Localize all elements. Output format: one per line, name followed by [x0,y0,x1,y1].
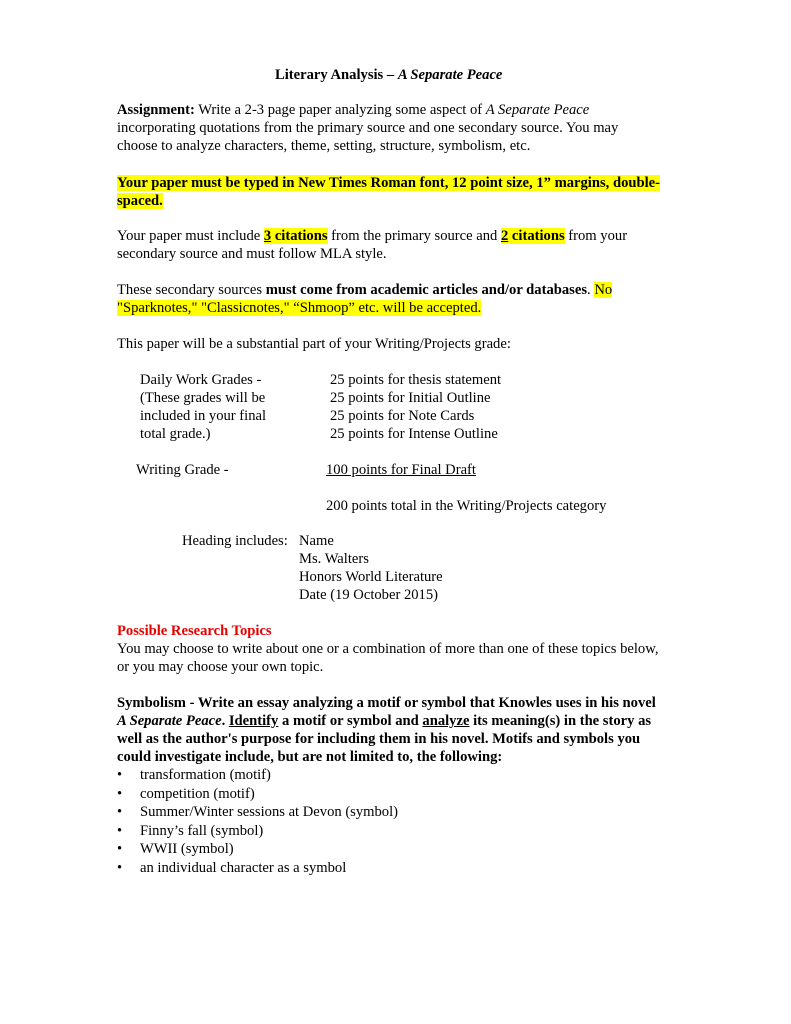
research-line-1: You may choose to write about one or a combination of more than one of these topics below, [117,641,659,657]
assignment-line-2: incorporating quotations from the primary source and one secondary source. You may [117,120,619,136]
secondary-line-1 [117,281,612,299]
symbolism-book: A Separate Peace [117,713,222,729]
list-item: • an individual character as a symbol [117,859,398,878]
heading-line-4: Date (19 October 2015) [299,587,438,603]
citations-num-2: 2 [500,228,509,244]
list-item: • Finny’s fall (symbol) [117,822,398,841]
list-item: • Summer/Winter sessions at Devon (symbol) [117,803,398,822]
symbolism-text-a: . [221,713,229,729]
symbolism-text-b: a motif or symbol and [278,713,423,729]
symbol-list [117,766,398,878]
assignment-line-3: choose to analyze characters, theme, setting, structure, symbolism, etc. [117,138,531,154]
writing-grade-value: 100 points for Final Draft [326,462,476,478]
symbolism-text-c: its meaning(s) in the story as [469,713,652,729]
heading-line-3: Honors World Literature [299,569,443,585]
grade-total: 200 points total in the Writing/Projects category [326,498,607,514]
symbolism-analyze: analyze [422,713,470,729]
daily-right-3: 25 points for Note Cards [330,408,475,424]
research-line-2: or you may choose your own topic. [117,659,324,675]
symbolism-identify: Identify [228,713,279,729]
format-text-1: Your paper must be typed in New Times Roman font, 12 point size, 1” margins, double- [117,175,660,191]
symbolism-line-2 [117,712,651,730]
assignment-text: Write a 2-3 page paper analyzing some aspect of [198,102,486,118]
citations-num-1: 3 [263,228,272,244]
citations-text-a: Your paper must include [117,228,264,244]
symbolism-line-1: Symbolism - Write an essay analyzing a motif or symbol that Knowles uses in his novel [117,695,656,711]
page-title [275,66,502,84]
daily-left-2: (These grades will be [140,390,266,406]
citations-text-c: from your [564,228,628,244]
format-line-2 [117,192,163,210]
symbolism-line-4: could investigate include, but are not limited to, the following: [117,749,503,765]
heading-line-1: Name [299,533,334,549]
daily-right-2: 25 points for Initial Outline [330,390,491,406]
assignment-label: Assignment: [117,102,195,118]
secondary-bold: must come from academic articles and/or databases [265,282,588,298]
secondary-no: No [594,282,613,298]
citations-word-2: citations [508,228,565,244]
daily-left-3: included in your final [140,408,267,424]
daily-right-1: 25 points for thesis statement [330,372,502,388]
writing-grade-label: Writing Grade - [136,462,229,478]
daily-left-1: Daily Work Grades - [140,372,262,388]
secondary-line-2 [117,299,481,317]
secondary-text-a: These secondary sources [117,282,266,298]
title-prefix: Literary Analysis – [275,67,398,83]
format-line-1 [117,174,660,192]
citations-word-1: citations [271,228,328,244]
assignment-line-1 [117,101,589,119]
format-text-2: spaced. [117,193,163,209]
symbolism-line-3: well as the author's purpose for including them in his novel. Motifs and symbols you [117,731,641,747]
list-item: • competition (motif) [117,785,398,804]
citations-text-b: from the primary source and [327,228,501,244]
daily-right-4: 25 points for Intense Outline [330,426,498,442]
secondary-text-b: . [587,282,595,298]
citations-line-1 [117,227,627,245]
grade-intro: This paper will be a substantial part of your Writing/Projects grade: [117,336,511,352]
list-item: • WWII (symbol) [117,840,398,859]
research-title: Possible Research Topics [117,623,272,639]
assignment-book: A Separate Peace [485,102,590,118]
secondary-text-2: "Sparknotes," "Classicnotes," “Shmoop” etc. will be accepted. [117,300,482,316]
title-book: A Separate Peace [397,67,503,83]
heading-line-2: Ms. Walters [299,551,369,567]
list-item: • transformation (motif) [117,766,398,785]
daily-left-4: total grade.) [140,426,211,442]
heading-label: Heading includes: [182,533,288,549]
citations-count-secondary [501,228,565,244]
citations-count-primary [264,228,328,244]
citations-line-2: secondary source and must follow MLA style. [117,246,387,262]
